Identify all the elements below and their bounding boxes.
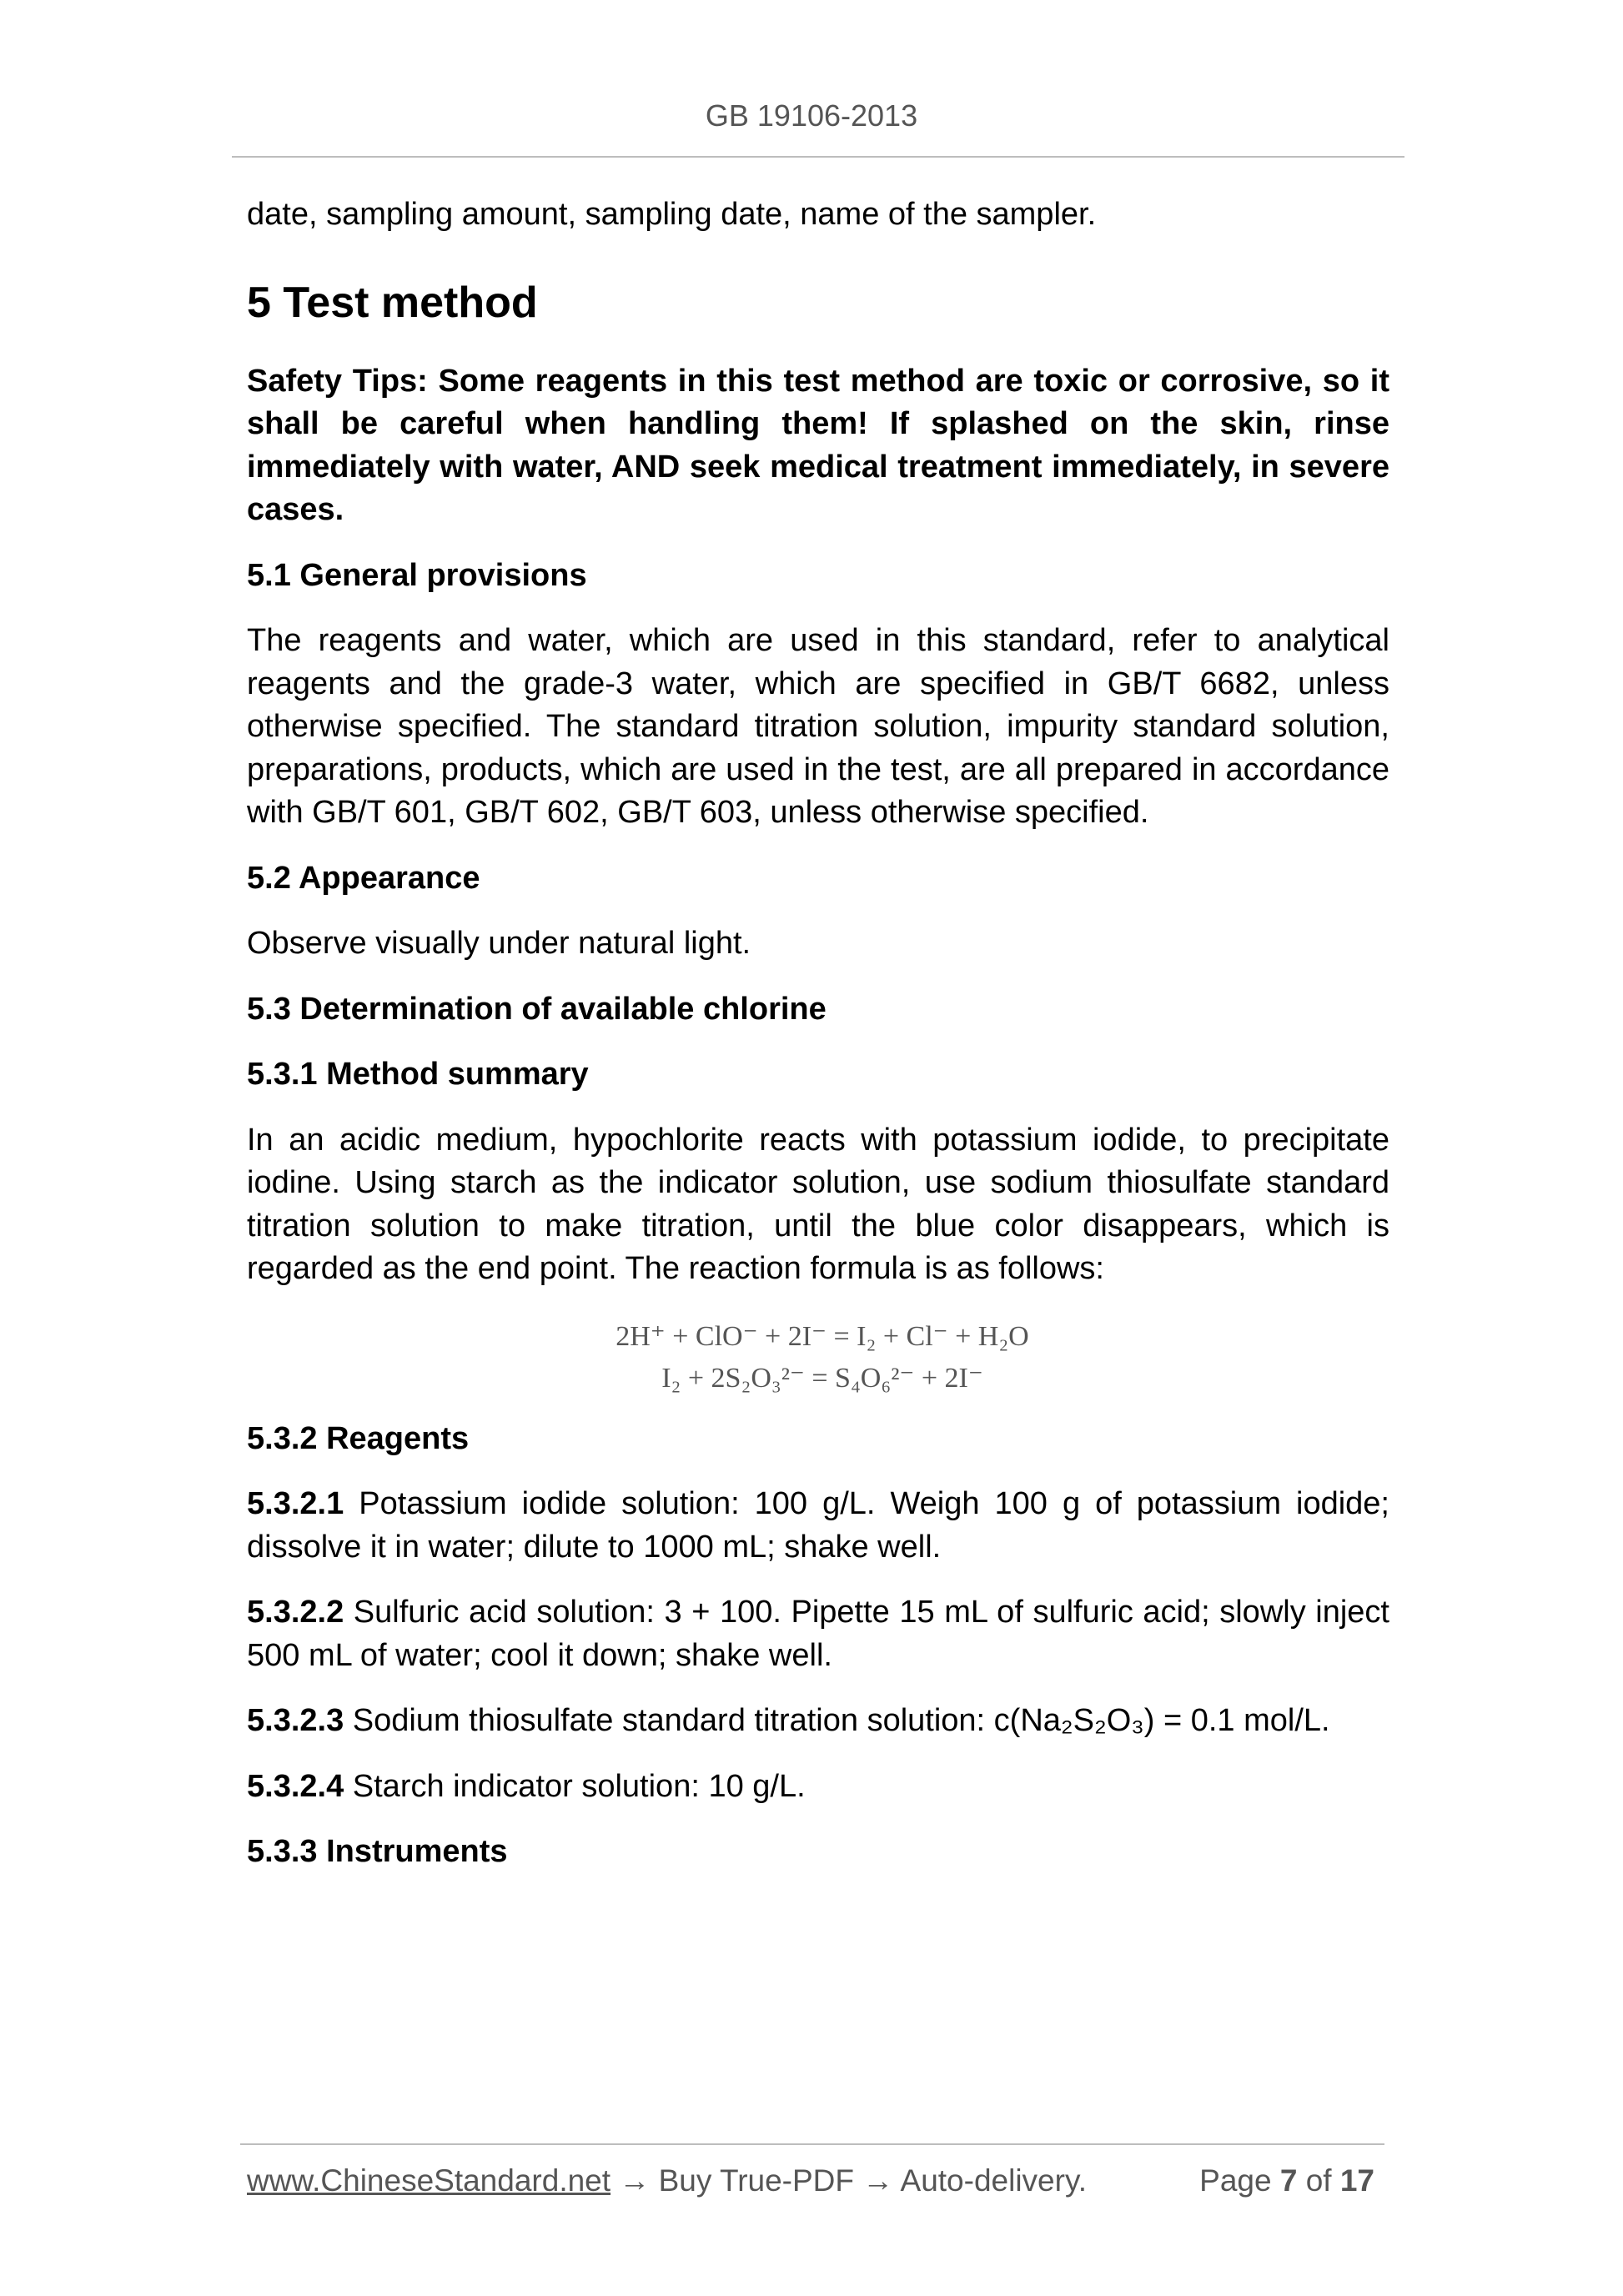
intro-line: date, sampling amount, sampling date, name of the sampler. <box>247 197 1097 232</box>
footer-divider <box>240 2143 1384 2145</box>
reaction-formulas <box>247 1316 1389 1399</box>
footer-website-link[interactable]: www.ChineseStandard.net <box>247 2163 611 2198</box>
text-5-1: The reagents and water, which are used in this standard, refer to analytical reagents and the grade-3 water, which are specified in GB/T 6682, unless otherwise specified. The standard titration solution, impurity standard solution, preparations, products, which are used in the test, are all prepared in accordance with GB/T 601, GB/T 602, GB/T 603, unless otherwise specified. <box>247 623 1389 830</box>
heading-5-2: 5.2 Appearance <box>247 860 480 896</box>
section-title: 5 Test method <box>247 278 538 327</box>
reagent-item <box>247 1483 1389 1569</box>
heading-5-3-3: 5.3.3 Instruments <box>247 1834 508 1869</box>
formula-2: I₂ + 2S₂O₃²⁻ = S₄O₆²⁻ + 2I⁻ <box>661 1362 983 1394</box>
reagent-number: 5.3.2.4 <box>247 1768 344 1804</box>
reagent-text: Sodium thiosulfate standard titration solution: c(Na₂S₂O₃) = 0.1 mol/L. <box>344 1703 1330 1738</box>
reagent-number: 5.3.2.3 <box>247 1703 344 1738</box>
safety-tips: Safety Tips: Some reagents in this test method are toxic or corrosive, so it shall be careful when handling them! If splashed on the skin, rinse immediately with water, AND seek medical treatment immediately, in severe cases. <box>247 363 1389 527</box>
page-content <box>247 193 1389 1874</box>
page-total: 17 <box>1339 2163 1374 2198</box>
text-5-3-1: In an acidic medium, hypochlorite reacts with potassium iodide, to precipitate iodine. Using starch as the indicator solution, use sodium thiosulfate standard titration solution to make titration, until the blue color disappears, which is regarded as the end point. The reaction formula is as follows: <box>247 1122 1389 1286</box>
of-word: of <box>1305 2163 1332 2198</box>
reagent-item <box>247 1766 1389 1809</box>
heading-5-3-2: 5.3.2 Reagents <box>247 1420 470 1456</box>
header-divider <box>232 156 1404 158</box>
reagent-item <box>247 1700 1389 1743</box>
reagent-number: 5.3.2.2 <box>247 1595 344 1630</box>
heading-5-3-1: 5.3.1 Method summary <box>247 1057 589 1092</box>
reagent-text: Potassium iodide solution: 100 g/L. Weigh 100 g of potassium iodide; dissolve it in water; dilute to 1000 mL; shake well. <box>247 1486 1389 1565</box>
footer-tagline: → Buy True-PDF → Auto-delivery. <box>611 2163 1087 2198</box>
page-header-title: GB 19106-2013 <box>705 98 918 133</box>
reagent-number: 5.3.2.1 <box>247 1486 344 1521</box>
footer-left <box>247 2163 1087 2198</box>
reagent-text: Sulfuric acid solution: 3 + 100. Pipette 15 mL of sulfuric acid; slowly inject 500 mL of water; cool it down; shake well. <box>247 1595 1389 1673</box>
page-word: Page <box>1199 2163 1272 2198</box>
heading-5-3: 5.3 Determination of available chlorine <box>247 991 827 1027</box>
heading-5-1: 5.1 General provisions <box>247 557 587 593</box>
page-current: 7 <box>1279 2163 1298 2198</box>
reagent-text: Starch indicator solution: 10 g/L. <box>344 1768 806 1804</box>
formula-1: 2H⁺ + ClO⁻ + 2I⁻ = I₂ + Cl⁻ + H₂O <box>616 1320 1029 1352</box>
page-indicator <box>1199 2163 1374 2198</box>
text-5-2: Observe visually under natural light. <box>247 926 751 961</box>
reagent-item <box>247 1591 1389 1677</box>
